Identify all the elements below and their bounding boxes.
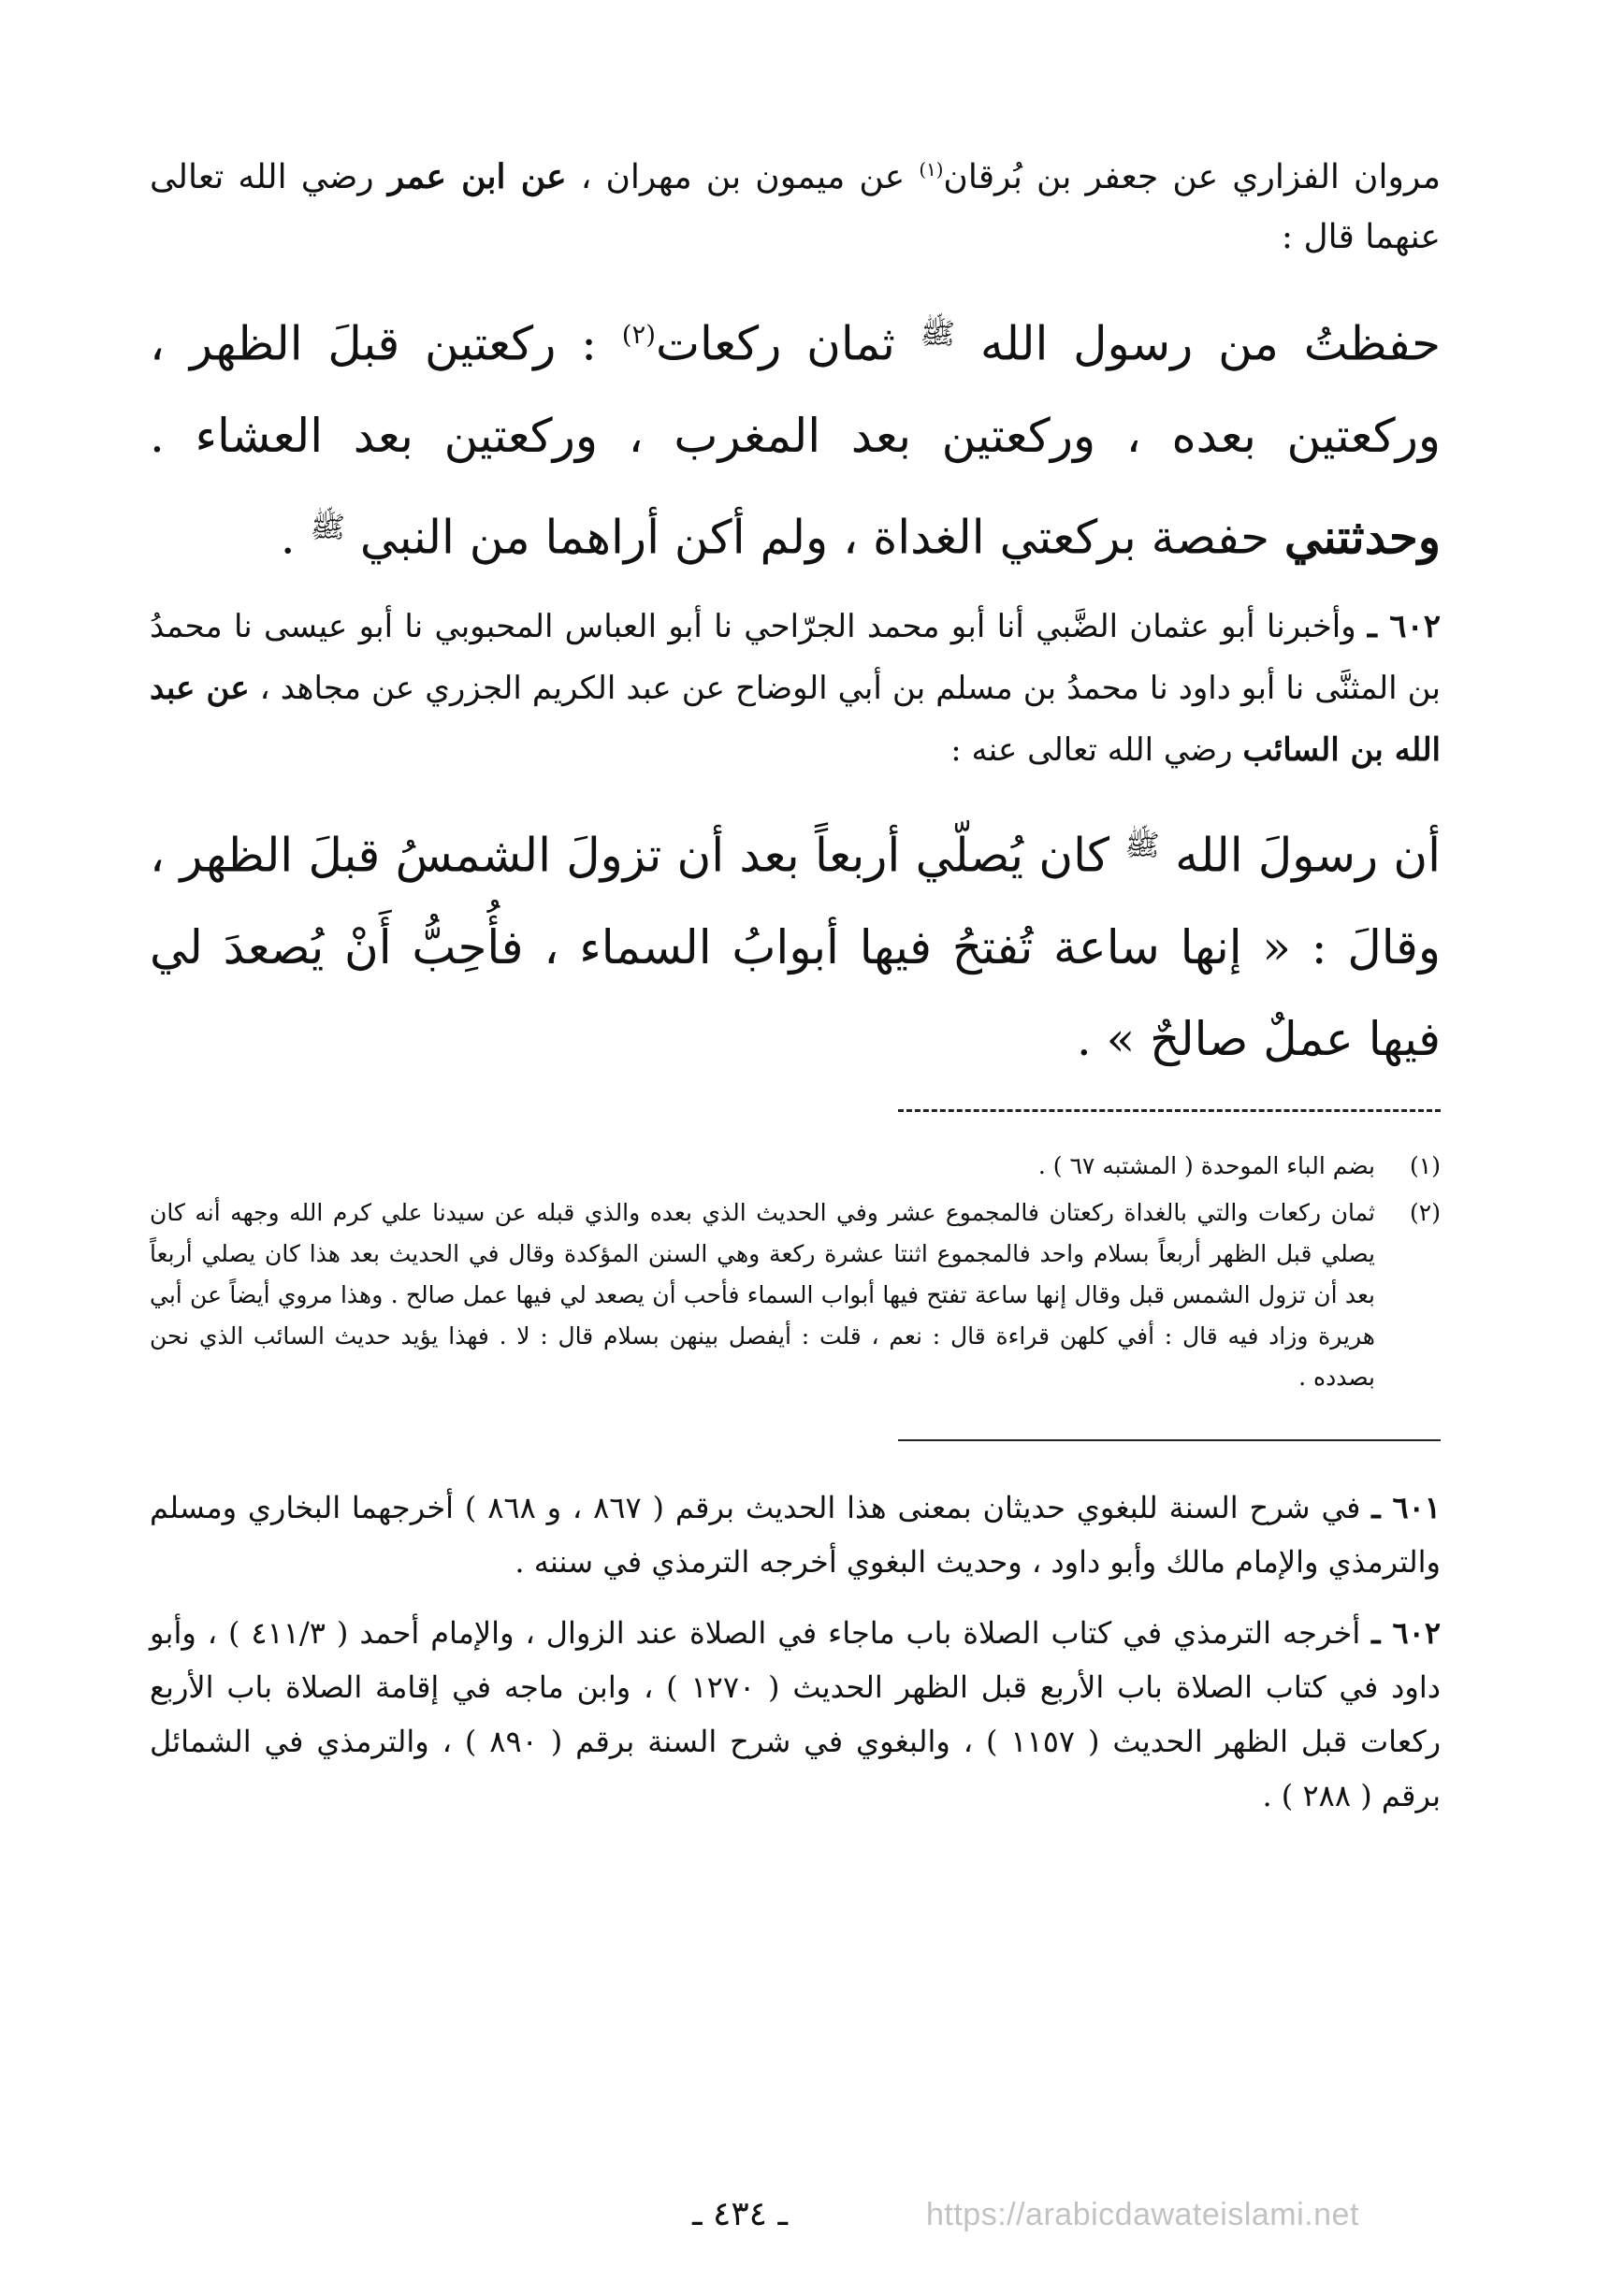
hadith-601-part: .: [280, 510, 311, 565]
footnote-1: [150, 1146, 1441, 1187]
intro-text-2: عن ميمون بن مهران ،: [566, 158, 920, 196]
narrator-ibn-saib: عن عبد الله بن السائب: [150, 670, 1441, 770]
watermark-url[interactable]: https://arabicdawateislami.net: [926, 2197, 1359, 2232]
takhrij-number: ٦٠٢ ـ: [1371, 1614, 1442, 1651]
hadith-601-bold-word: وحدثتني: [1283, 509, 1441, 565]
hadith-number-602: ٦٠٢ ـ: [1367, 608, 1441, 646]
takhrij-601: [150, 1480, 1441, 1589]
takhrij-text: أخرجه الترمذي في كتاب الصلاة باب ماجاء في الصلاة عند الزوال ، والإمام أحمد ( ٤١١/٣ ) ، وأبو داود في كتاب الصلاة باب الأربع قبل الظهر الحديث ( ١٢٧٠ ) ، وابن ماجه في إقامة الصلاة باب الأربع ركعات قبل الظهر الحديث ( ١١٥٧ ) ، والبغوي في شرح السنة برقم ( ٨٩٠ ) ، والترمذي في الشمائل برقم ( ٢٨٨ ) .: [150, 1614, 1442, 1813]
takhrij-602: [150, 1606, 1441, 1823]
hadith-602-part: كان يُصلّي أربعاً بعد أن تزولَ الشمسُ قبلَ الظهر ، وقالَ : « إنها ساعة تُفتحُ فيها أبوابُ السماء ، فأُحِبُّ أَنْ يُصعدَ لي فيها عملٌ صالحٌ » .: [150, 828, 1441, 1066]
footnote-2: [150, 1192, 1441, 1398]
takhrij-text: في شرح السنة للبغوي حديثان بمعنى هذا الحديث برقم ( ٨٦٧ ، و ٨٦٨ ) أخرجهما البخاري ومسلم والترمذي والإمام مالك وأبو داود ، وحديث البغوي أخرجه الترمذي في سننه .: [150, 1489, 1441, 1580]
footnote-text: ثمان ركعات والتي بالغداة ركعتان فالمجموع عشر وفي الحديث الذي بعده والذي قبله عن سيدنا علي كرم الله وجهه أنه كان يصلي قبل الظهر أربعاً بسلام واحد فالمجموع اثنتا عشرة ركعة وهي السنن المؤكدة وقال في الحديث بعد هذا كان يصلي أربعاً بعد أن تزول الشمس قبل وقال إنها ساعة تفتح فيها أبواب السماء فأحب أن يصعد لي فيها عمل صالح . وهذا مروي أيضاً عن أبي هريرة وزاد فيه قال : أفي كلهن قراءة قال : نعم ، قلت : أيفصل بينهن بسلام قال : لا . فهذا يؤيد حديث السائب الذي نحن بصدده .: [150, 1198, 1375, 1391]
footnote-text: بضم الباء الموحدة ( المشتبه ٦٧ ) .: [1037, 1151, 1375, 1179]
hadith-601-part: ثمان ركعات: [655, 316, 920, 371]
salawat-glyph: ﷺ: [310, 510, 346, 544]
footnote-ref-1[interactable]: (١): [919, 159, 944, 181]
takhrij-separator: [898, 1439, 1441, 1441]
chain-602-paragraph: [150, 596, 1441, 781]
hadith-601-part: حفصة بركعتي الغداة ، ولم أكن أراهما من النبي: [345, 510, 1284, 565]
salawat-glyph: ﷺ: [1124, 829, 1160, 863]
hadith-601-part: : ركعتين قبلَ الظهر ، وركعتين بعده ، وركعتين بعد المغرب ، وركعتين بعد العشاء .: [150, 316, 1441, 463]
hadith-601-part: حفظتُ من رسول الله: [955, 316, 1442, 371]
intro-paragraph: [150, 140, 1441, 267]
hadith-602-text: [150, 800, 1441, 1085]
intro-text: مروان الفزاري عن جعفر بن بُرقان: [943, 158, 1441, 196]
footnote-dashed-separator: [898, 1109, 1441, 1112]
narrator-ibn-umar: عن ابن عمر: [387, 157, 567, 196]
intro-text-3: رضي الله تعالى عنهما قال :: [150, 158, 1441, 256]
hadith-601-text: [150, 288, 1441, 583]
salawat-glyph: ﷺ: [920, 317, 956, 351]
footnote-mark: (١): [1410, 1151, 1441, 1179]
page-body: [150, 140, 1441, 1840]
page-footer: [0, 2184, 1609, 2259]
chain-602-tail: رضي الله تعالى عنه :: [950, 731, 1243, 770]
page-number: ـ ٤٣٤ ـ: [692, 2195, 789, 2233]
footnote-ref-2[interactable]: (٢): [621, 320, 656, 350]
hadith-602-part: أن رسولَ الله: [1159, 828, 1441, 883]
chain-602-text: وأخبرنا أبو عثمان الضَّبي أنا أبو محمد الجرّاحي نا أبو العباس المحبوبي نا أبو عيسى نا محمدُ بن المثنَّى نا أبو داود نا محمدُ بن مسلم بن أبي الوضاح عن عبد الكريم الجزري عن مجاهد ،: [150, 608, 1441, 708]
takhrij-number: ٦٠١ ـ: [1371, 1489, 1442, 1525]
footnote-mark: (٢): [1410, 1198, 1441, 1226]
